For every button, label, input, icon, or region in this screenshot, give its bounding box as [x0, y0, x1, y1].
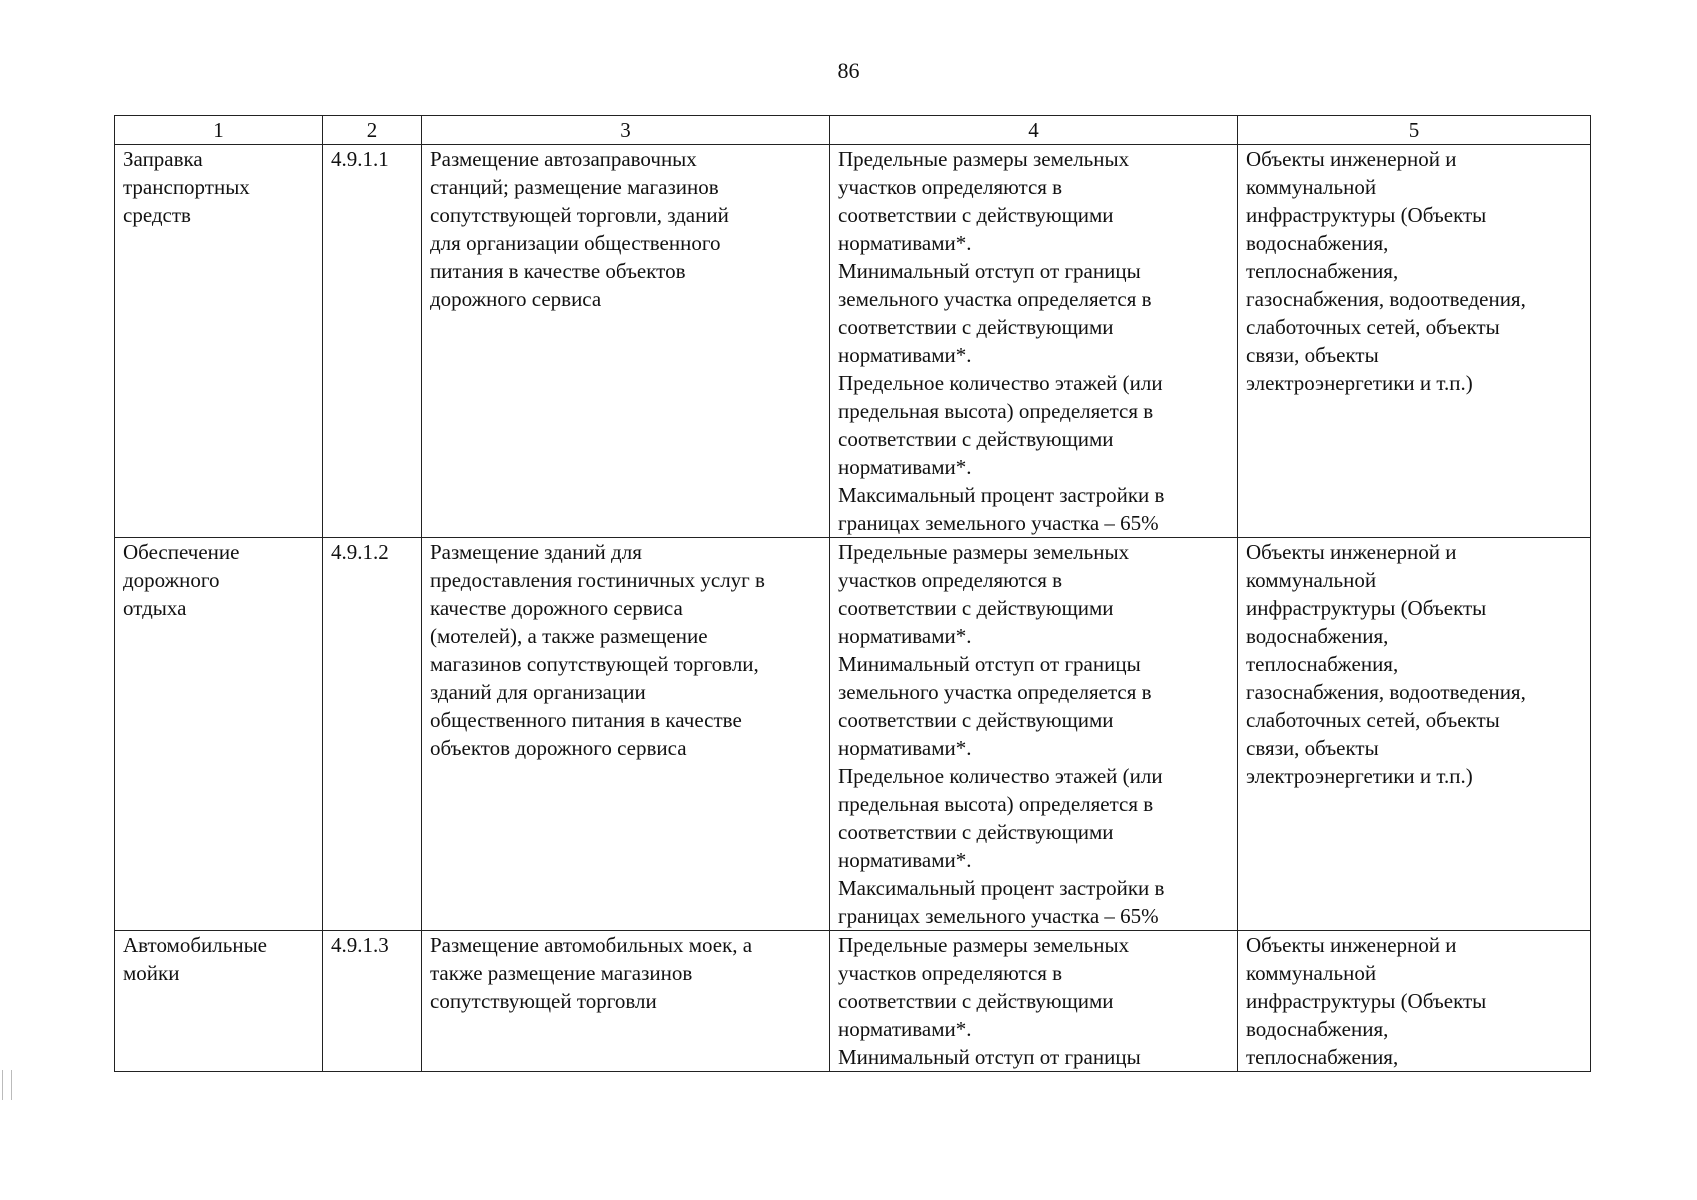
land-use-table [114, 115, 1591, 1072]
text-line: также размещение магазинов [430, 961, 693, 985]
text-line: границах земельного участка – 65% [838, 904, 1159, 928]
text-line: слаботочных сетей, объекты [1246, 315, 1500, 339]
text-line: коммунальной [1246, 568, 1377, 592]
text-line: связи, объекты [1246, 343, 1379, 367]
text-line: нормативами*. [838, 848, 972, 872]
text-line: качестве дорожного сервиса [430, 596, 683, 620]
cell-use-parameters [830, 145, 1238, 538]
cell-use-description [422, 931, 830, 1072]
text-line: нормативами*. [838, 1017, 972, 1041]
text-line: средств [123, 203, 191, 227]
text-line: Предельные размеры земельных [838, 540, 1130, 564]
text-line: нормативами*. [838, 624, 972, 648]
text-line: Заправка [123, 147, 203, 171]
cell-use-code: 4.9.1.2 [323, 538, 422, 931]
text-line: предельная высота) определяется в [838, 399, 1154, 423]
text-line: питания в качестве объектов [430, 259, 686, 283]
table-row [115, 931, 1591, 1072]
text-line: водоснабжения, [1246, 1017, 1389, 1041]
text-line: магазинов сопутствующей торговли, [430, 652, 759, 676]
text-line: соответствии с действующими [838, 989, 1114, 1013]
text-line: Объекты инженерной и [1246, 933, 1457, 957]
text-line: электроэнергетики и т.п.) [1246, 371, 1473, 395]
text-line: зданий для организации [430, 680, 646, 704]
column-header-2: 2 [323, 116, 422, 145]
text-line: Объекты инженерной и [1246, 540, 1457, 564]
text-line: Предельное количество этажей (или [838, 371, 1163, 395]
text-line: Максимальный процент застройки в [838, 483, 1165, 507]
text-line: участков определяются в [838, 961, 1063, 985]
text-line: Предельные размеры земельных [838, 147, 1130, 171]
text-line: соответствии с действующими [838, 315, 1114, 339]
text-line: соответствии с действующими [838, 708, 1114, 732]
cell-use-code: 4.9.1.1 [323, 145, 422, 538]
text-line: инфраструктуры (Объекты [1246, 203, 1487, 227]
cell-use-description [422, 145, 830, 538]
text-line: мойки [123, 961, 180, 985]
text-line: станций; размещение магазинов [430, 175, 719, 199]
text-line: Максимальный процент застройки в [838, 876, 1165, 900]
text-line: Размещение автомобильных моек, а [430, 933, 753, 957]
cell-use-name [115, 145, 323, 538]
column-header-4: 4 [830, 116, 1238, 145]
text-line: соответствии с действующими [838, 596, 1114, 620]
text-line: Предельные размеры земельных [838, 933, 1130, 957]
text-line: газоснабжения, водоотведения, [1246, 680, 1526, 704]
text-line: земельного участка определяется в [838, 680, 1152, 704]
text-line: теплоснабжения, [1246, 1045, 1399, 1069]
text-line: связи, объекты [1246, 736, 1379, 760]
text-line: отдыха [123, 596, 187, 620]
text-line: транспортных [123, 175, 250, 199]
text-line: слаботочных сетей, объекты [1246, 708, 1500, 732]
cell-use-name [115, 931, 323, 1072]
text-line: предельная высота) определяется в [838, 792, 1154, 816]
text-line: соответствии с действующими [838, 203, 1114, 227]
cell-related-objects [1238, 538, 1591, 931]
table-header-row [115, 116, 1591, 145]
table-row [115, 145, 1591, 538]
cell-related-objects [1238, 931, 1591, 1072]
cell-use-description [422, 538, 830, 931]
text-line: соответствии с действующими [838, 427, 1114, 451]
text-line: дорожного сервиса [430, 287, 602, 311]
text-line: границах земельного участка – 65% [838, 511, 1159, 535]
cell-use-parameters [830, 538, 1238, 931]
text-line: Объекты инженерной и [1246, 147, 1457, 171]
page-number: 86 [837, 58, 860, 83]
cell-use-code: 4.9.1.3 [323, 931, 422, 1072]
text-line: Минимальный отступ от границы [838, 652, 1141, 676]
cell-related-objects [1238, 145, 1591, 538]
text-line: участков определяются в [838, 175, 1063, 199]
text-line: соответствии с действующими [838, 820, 1114, 844]
text-line: инфраструктуры (Объекты [1246, 989, 1487, 1013]
text-line: общественного питания в качестве [430, 708, 742, 732]
text-line: нормативами*. [838, 343, 972, 367]
text-line: объектов дорожного сервиса [430, 736, 687, 760]
text-line: Минимальный отступ от границы [838, 1045, 1141, 1069]
text-line: Минимальный отступ от границы [838, 259, 1141, 283]
text-line: (мотелей), а также размещение [430, 624, 708, 648]
text-line: сопутствующей торговли [430, 989, 657, 1013]
text-line: сопутствующей торговли, зданий [430, 203, 729, 227]
text-line: нормативами*. [838, 231, 972, 255]
column-header-1: 1 [115, 116, 323, 145]
table-row [115, 538, 1591, 931]
text-line: газоснабжения, водоотведения, [1246, 287, 1526, 311]
text-line: водоснабжения, [1246, 231, 1389, 255]
column-header-3: 3 [422, 116, 830, 145]
text-line: Размещение автозаправочных [430, 147, 697, 171]
cell-use-name [115, 538, 323, 931]
text-line: теплоснабжения, [1246, 652, 1399, 676]
text-line: электроэнергетики и т.п.) [1246, 764, 1473, 788]
text-line: водоснабжения, [1246, 624, 1389, 648]
text-line: инфраструктуры (Объекты [1246, 596, 1487, 620]
text-line: предоставления гостиничных услуг в [430, 568, 765, 592]
text-line: нормативами*. [838, 736, 972, 760]
text-line: Обеспечение [123, 540, 240, 564]
text-line: участков определяются в [838, 568, 1063, 592]
scan-margin-mark [2, 1070, 12, 1100]
text-line: для организации общественного [430, 231, 721, 255]
column-header-5: 5 [1238, 116, 1591, 145]
text-line: коммунальной [1246, 175, 1377, 199]
text-line: теплоснабжения, [1246, 259, 1399, 283]
table-body [115, 145, 1591, 1072]
text-line: нормативами*. [838, 455, 972, 479]
text-line: земельного участка определяется в [838, 287, 1152, 311]
text-line: Автомобильные [123, 933, 267, 957]
text-line: дорожного [123, 568, 220, 592]
text-line: Размещение зданий для [430, 540, 642, 564]
cell-use-parameters [830, 931, 1238, 1072]
text-line: Предельное количество этажей (или [838, 764, 1163, 788]
text-line: коммунальной [1246, 961, 1377, 985]
